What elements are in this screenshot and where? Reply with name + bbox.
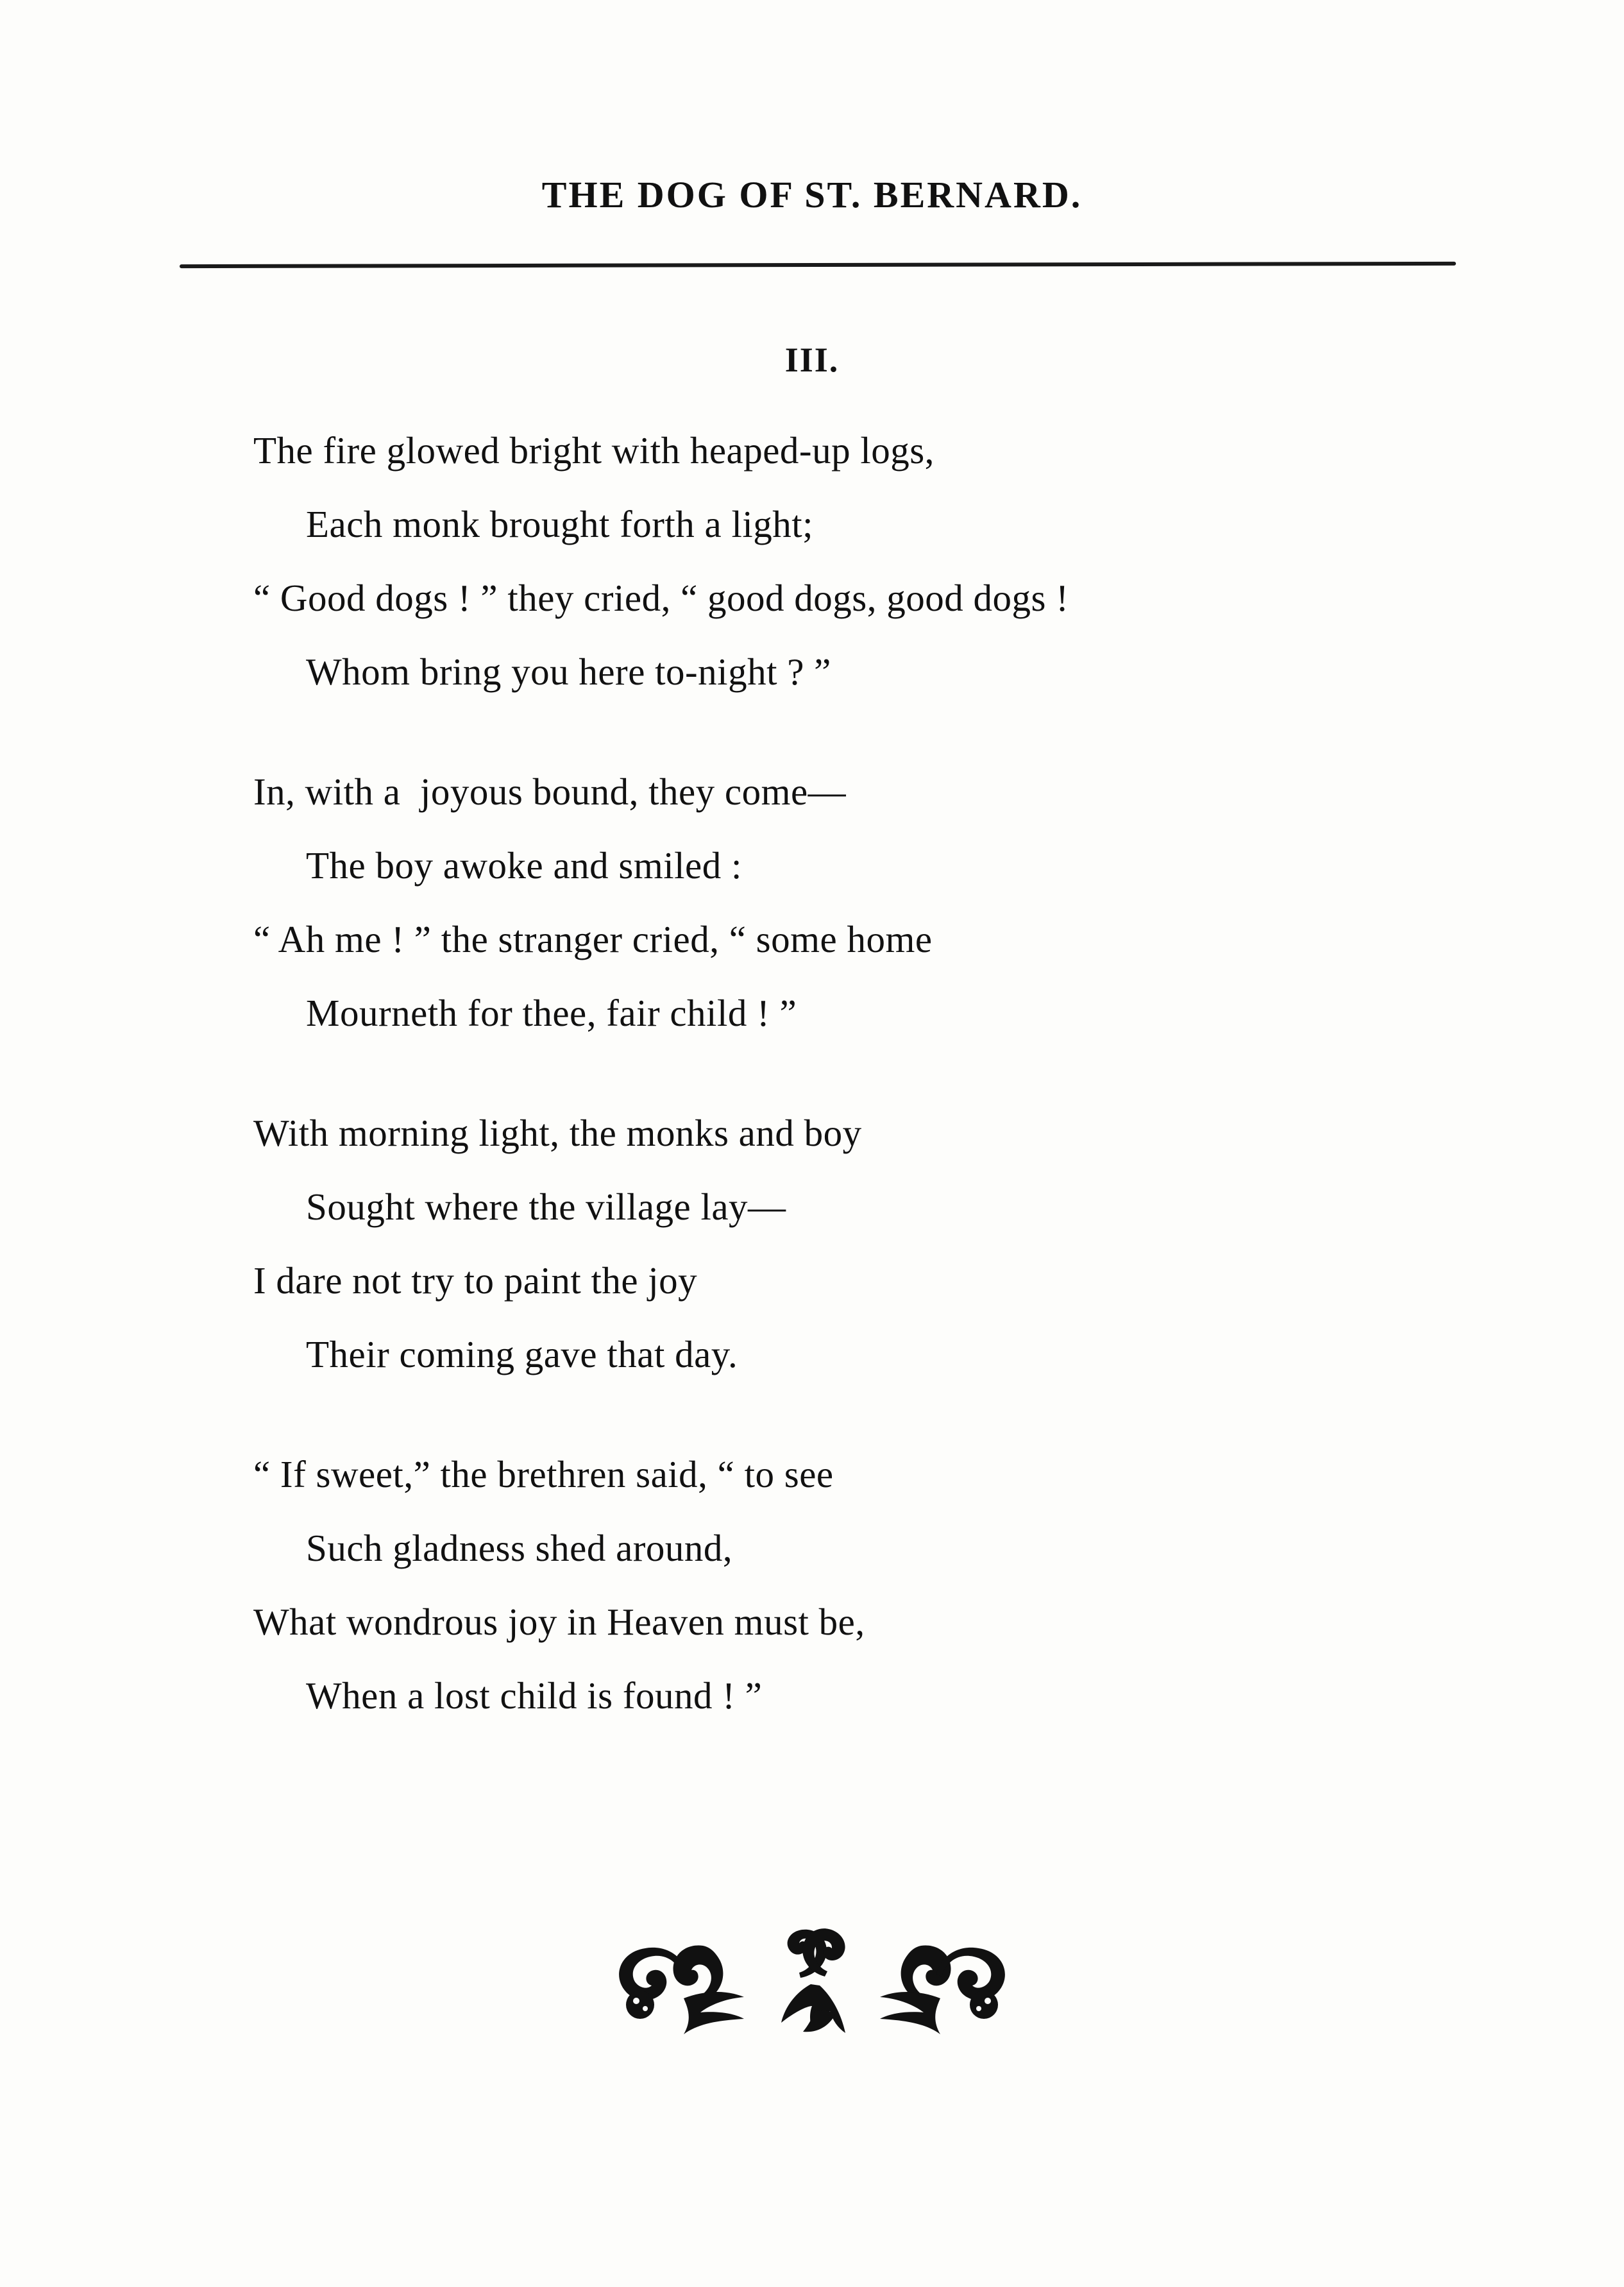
poem-line: “ Good dogs ! ” they cried, “ good dogs, good dogs !: [253, 577, 1069, 619]
poem-line: What wondrous joy in Heaven must be,: [253, 1601, 865, 1643]
poem-line: Whom bring you here to-night ? ”: [306, 650, 831, 693]
poem-line: “ Ah me ! ” the stranger cried, “ some home: [253, 918, 933, 960]
stanza: [253, 414, 1408, 709]
poem-line: When a lost child is found ! ”: [306, 1674, 763, 1717]
stanza: [253, 1438, 1408, 1733]
poem-line: Such gladness shed around,: [306, 1527, 733, 1569]
poem-line: The boy awoke and smiled :: [306, 844, 742, 887]
stanza: [253, 1096, 1408, 1391]
poem-line: Their coming gave that day.: [306, 1333, 738, 1375]
poem-line: I dare not try to paint the joy: [253, 1259, 698, 1302]
page-title: THE DOG OF ST. BERNARD.: [541, 174, 1083, 216]
poem-line: Sought where the village lay—: [306, 1186, 786, 1228]
poem-line: Each monk brought forth a light;: [306, 503, 814, 545]
poem-line: With morning light, the monks and boy: [253, 1112, 862, 1154]
poem-line: The fire glowed bright with heaped-up logs,: [253, 429, 935, 472]
poem-line: In, with a joyous bound, they come—: [253, 770, 847, 813]
poem-body: [253, 414, 1408, 1779]
stanza: [253, 755, 1408, 1050]
poem-line: Mourneth for thee, fair child ! ”: [306, 992, 797, 1034]
poem-line: “ If sweet,” the brethren said, “ to see: [253, 1453, 834, 1495]
header-divider: [180, 262, 1456, 268]
floral-ornament: [0, 1915, 1624, 2053]
section-number: III.: [784, 341, 840, 379]
